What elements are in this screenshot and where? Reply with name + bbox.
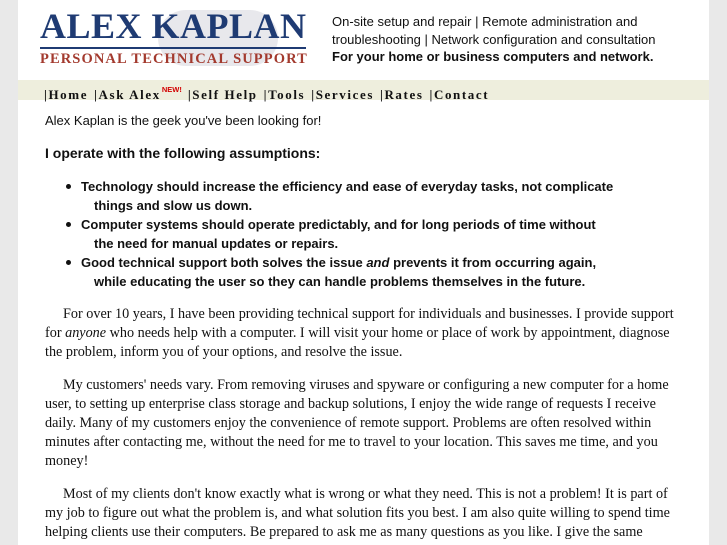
new-badge: NEW! (161, 85, 182, 94)
point-1-line-2: things and slow us down. (94, 198, 253, 213)
logo-name: ALEX KAPLAN (40, 6, 307, 46)
list-item (81, 215, 685, 253)
nav-rates[interactable]: |Rates (379, 87, 424, 102)
nav-home[interactable]: |Home (44, 87, 89, 102)
paragraph-1-b: who needs help with a computer. I will visit your home or place of work by appointment, diagnose the problem, inform you of your options, and resolve the issue. (45, 325, 670, 360)
nav-self-help[interactable]: |Self Help (187, 87, 258, 102)
paragraph-3: Most of my clients don't know exactly what is wrong or what they need. This is not a problem! It is part of my job to figure out what the problem is, and what solution fits you best. I am also quite willing to spend time helping clients use their computers. Be prepared to ask me as many questions as you like. I give the same (45, 486, 670, 540)
nav-ask-alex-label: |Ask Alex (94, 87, 161, 102)
tagline-line-1: On-site setup and repair | Remote administration and (332, 14, 638, 29)
list-item (81, 177, 685, 215)
page (18, 0, 709, 545)
logo-rule (40, 47, 306, 49)
paragraph-1 (45, 305, 685, 362)
nav-services[interactable]: |Services (311, 87, 374, 102)
list-item (81, 253, 685, 291)
point-2-line-2: the need for manual updates or repairs. (94, 236, 339, 251)
nav-contact[interactable]: |Contact (429, 87, 490, 102)
main-content (45, 112, 685, 545)
point-3-line-2: while educating the user so they can handle problems themselves in the future. (94, 274, 586, 289)
nav-tools[interactable]: |Tools (263, 87, 306, 102)
tagline-bold: For your home or business computers and network. (332, 49, 654, 64)
site-logo[interactable] (38, 6, 308, 66)
assumptions-heading: I operate with the following assumptions: (45, 145, 321, 161)
paragraph-1-a: For over 10 years, I have been providing technical support for individuals and businesses. I provide support for (45, 306, 674, 341)
paragraph-1-emphasis: anyone (65, 325, 107, 341)
assumptions-list (45, 177, 685, 291)
intro-text: Alex Kaplan is the geek you've been looking for! (45, 113, 322, 128)
point-3-line-1b: prevents it from occurring again, (389, 255, 597, 270)
nav-ask-alex[interactable] (94, 87, 182, 102)
point-2-line-1: Computer systems should operate predictably, and for long periods of time without (81, 217, 596, 232)
header-tagline (332, 13, 692, 66)
point-3-emphasis: and (366, 255, 390, 270)
tagline-line-2: troubleshooting | Network configuration and consultation (332, 31, 656, 47)
nav-bar (18, 80, 709, 100)
logo-subtitle: PERSONAL TECHNICAL SUPPORT (40, 51, 308, 67)
point-1-line-1: Technology should increase the efficiency and ease of everyday tasks, not complicate (81, 179, 614, 194)
point-3-line-1a: Good technical support both solves the issue (81, 255, 367, 270)
paragraph-2: My customers' needs vary. From removing viruses and spyware or configuring a new computer for a home user, to setting up enterprise class storage and backup solutions, I enjoy the wide range of requests I receive daily. Many of my customers enjoy the convenience of remote support. Problems are often resolved within minutes after contacting me, without the need for me to travel to your location. This saves me time, and you money! (45, 377, 669, 469)
